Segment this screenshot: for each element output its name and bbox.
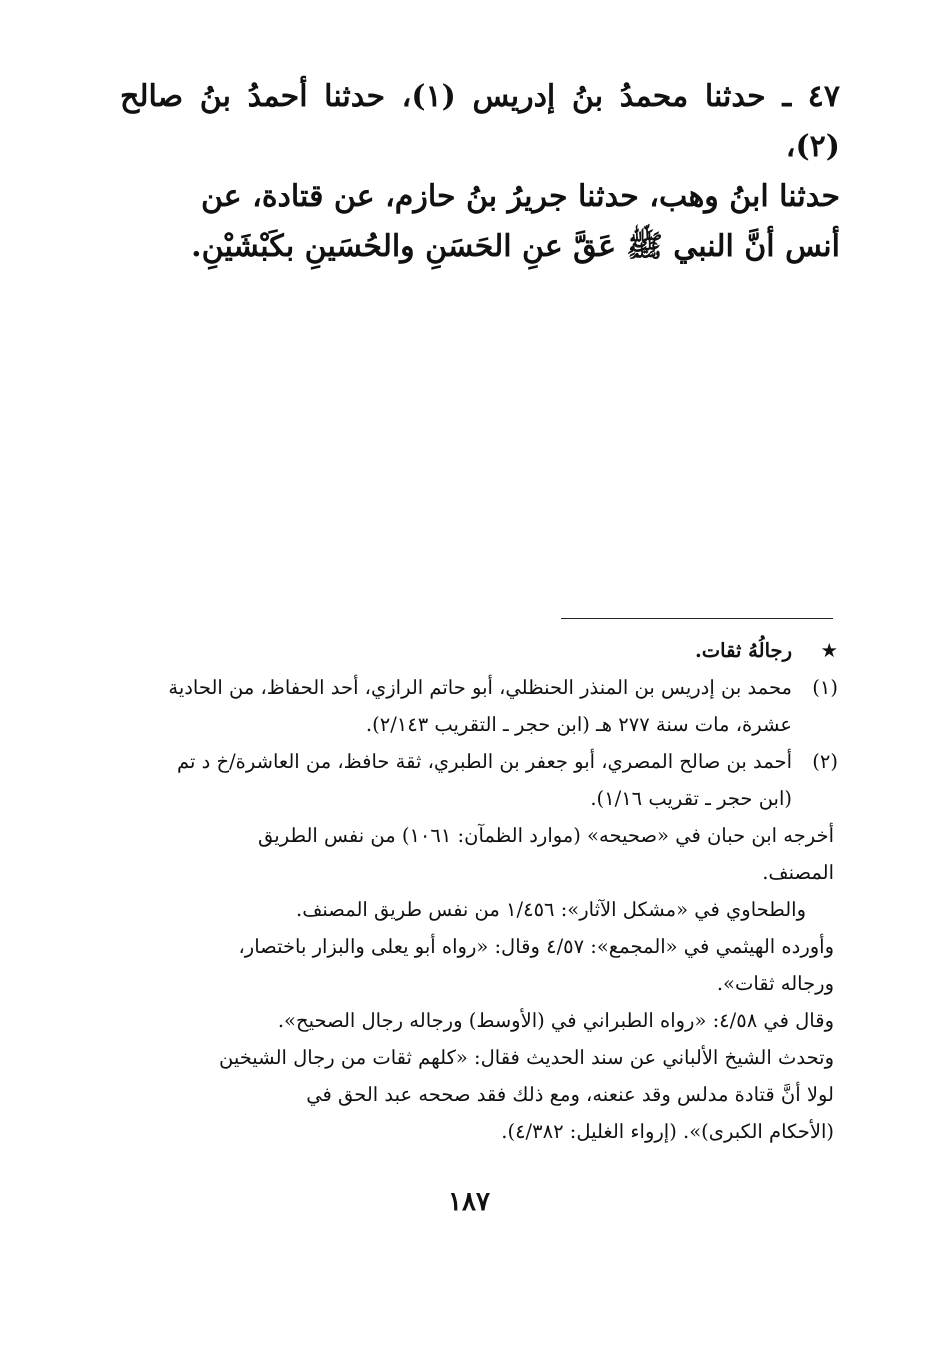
footnote-2: [133, 743, 838, 817]
takhrij-2: والطحاوي في «مشكل الآثار»: ١/٤٥٦ من نفس طريق المصنف.: [296, 898, 806, 921]
hadith-line-3: أنس أنَّ النبي ﷺ عَقَّ عنِ الحَسَنِ والحُسَينِ بكَبْشَيْنِ.: [191, 229, 840, 264]
footnote-divider: [561, 618, 833, 619]
footnote-2-line-1: أحمد بن صالح المصري، أبو جعفر بن الطبري، ثقة حافظ، من العاشرة/خ د تم: [177, 750, 792, 773]
star-icon: ★: [820, 639, 838, 662]
footnote-1-line-1: محمد بن إدريس بن المنذر الحنظلي، أبو حاتم الرازي، أحد الحفاظ، من الحادية: [168, 676, 792, 699]
hadith-line-2: حدثنا ابنُ وهب، حدثنا جريرُ بنُ حازم، عن قتادة، عن: [200, 179, 840, 214]
hadith-line-1: ٤٧ ـ حدثنا محمدُ بنُ إدريس (١)، حدثنا أحمدُ بنُ صالح (٢)،: [120, 79, 840, 164]
takhrij-3-line-2: ورجاله ثقات».: [716, 972, 834, 995]
takhrij-3-line-1: وأورده الهيثمي في «المجمع»: ٤/٥٧ وقال: «رواه أبو يعلى والبزار باختصار،: [238, 935, 834, 958]
page-number: ١٨٧: [448, 1187, 490, 1217]
footnote-1: [133, 669, 838, 743]
footnotes-section: [133, 632, 838, 1150]
footnote-1-line-2: عشرة، مات سنة ٢٧٧ هـ (ابن حجر ـ التقريب ٢/١٤٣).: [365, 713, 792, 736]
grading-note: [133, 632, 838, 669]
hadith-text: [120, 72, 840, 272]
takhrij-5-line-1: وتحدث الشيخ الألباني عن سند الحديث فقال: «كلهم ثقات من رجال الشيخين: [218, 1046, 834, 1069]
takhrij-1-line-1: أخرجه ابن حبان في «صحيحه» (موارد الظمآن: ١٠٦١) من نفس الطريق: [258, 824, 834, 847]
takhrij-4: وقال في ٤/٥٨: «رواه الطبراني في (الأوسط) ورجاله رجال الصحيح».: [277, 1009, 834, 1032]
footnote-2-line-2: (ابن حجر ـ تقريب ١/١٦).: [590, 787, 792, 810]
takhrij-1-line-2: المصنف.: [762, 861, 834, 884]
footnote-1-marker: (١): [812, 676, 838, 699]
takhrij-5-line-2: لولا أنَّ قتادة مدلس وقد عنعنه، ومع ذلك فقد صححه عبد الحق في: [306, 1083, 834, 1106]
footnote-2-marker: (٢): [812, 750, 838, 773]
takhrij-block: [133, 817, 838, 1150]
grading-text: رجالُهُ ثقات.: [695, 639, 792, 662]
takhrij-5-line-3: (الأحكام الكبرى)». (إرواء الغليل: ٤/٣٨٢).: [501, 1120, 834, 1143]
